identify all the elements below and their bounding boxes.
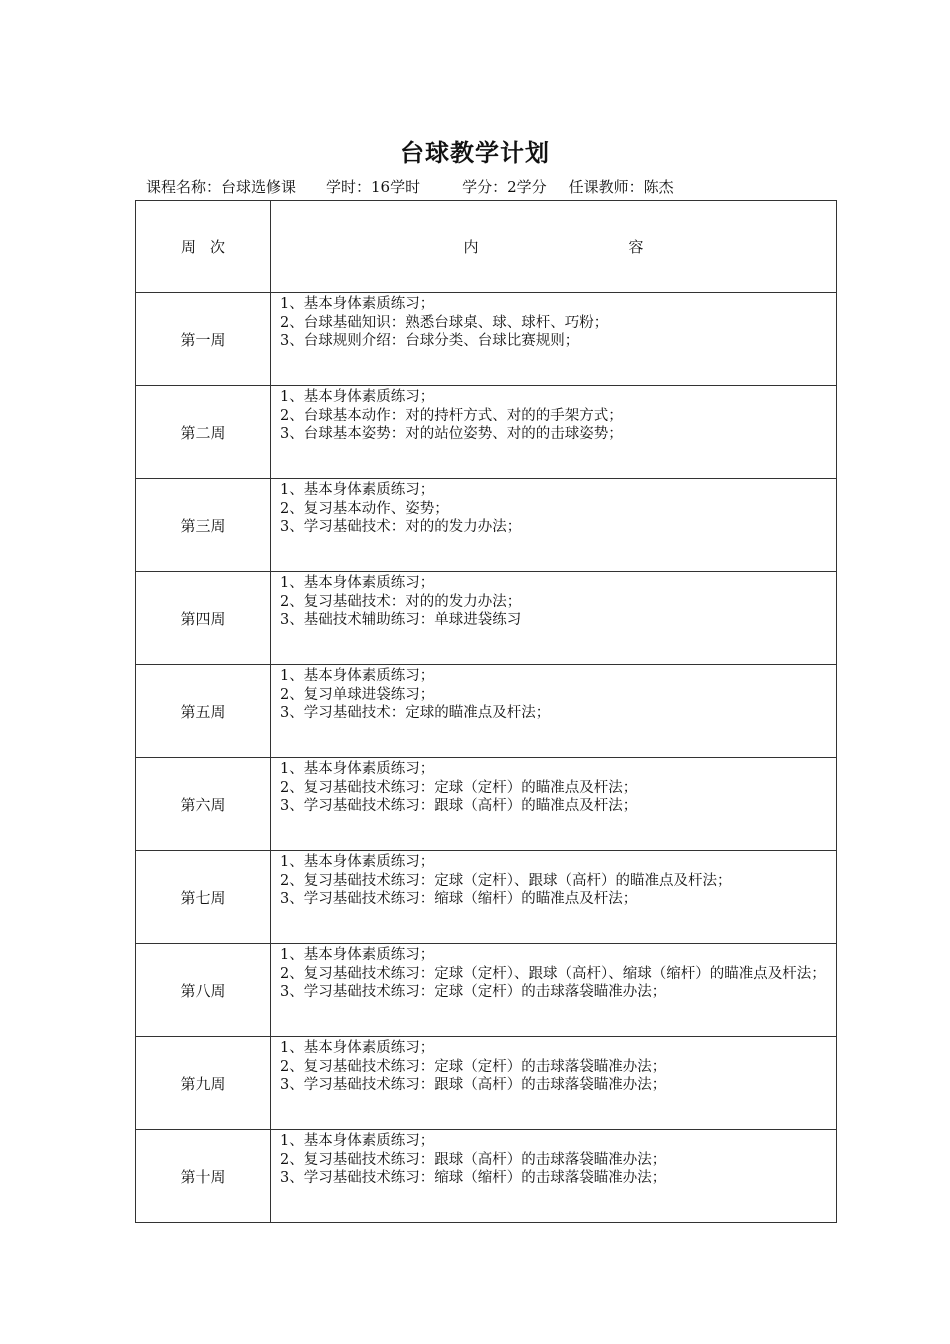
course-teacher: 任课教师：陈杰 (568, 178, 674, 196)
content-line: 3、台球规则介绍：台球分类、台球比赛规则； (280, 333, 580, 349)
week-content (271, 851, 837, 944)
content-header-a: 内 (463, 238, 479, 256)
week-content (271, 1037, 837, 1130)
course-hours: 学时：16学时 (326, 178, 421, 196)
content-header-b: 容 (628, 238, 644, 256)
week-content (271, 1130, 837, 1223)
content-line: 3、学习基础技术练习：缩球（缩杆）的瞄准点及杆法； (280, 891, 638, 907)
week-header-b: 次 (210, 238, 226, 256)
content-line: 2、复习基础技术练习：定球（定杆）的瞄准点及杆法； (280, 779, 638, 796)
content-line: 1、基本身体素质练习； (280, 575, 435, 591)
course-name: 课程名称：台球选修课 (146, 178, 297, 196)
page-title: 台球教学计划 (400, 138, 550, 167)
week-label: 第七周 (136, 851, 271, 944)
table-row (136, 572, 837, 665)
week-content (271, 479, 837, 572)
content-line: 2、复习基本动作、姿势； (280, 500, 449, 517)
table-row (136, 293, 837, 386)
content-line: 1、基本身体素质练习； (280, 761, 435, 777)
content-line: 2、复习基础技术：对的的发力办法； (280, 593, 522, 610)
table-row (136, 1130, 837, 1223)
content-line: 3、学习基础技术练习：跟球（高杆）的击球落袋瞄准办法； (280, 1077, 667, 1093)
week-label: 第五周 (136, 665, 271, 758)
week-label: 第三周 (136, 479, 271, 572)
content-line: 3、学习基础技术：对的的发力办法； (280, 519, 522, 535)
week-label: 第八周 (136, 944, 271, 1037)
week-label: 第一周 (136, 293, 271, 386)
content-line: 1、基本身体素质练习； (280, 854, 435, 870)
content-line: 1、基本身体素质练习； (280, 668, 435, 684)
content-line: 2、复习基础技术练习：跟球（高杆）的击球落袋瞄准办法； (280, 1151, 667, 1168)
week-content (271, 386, 837, 479)
table-row (136, 758, 837, 851)
content-line: 1、基本身体素质练习； (280, 947, 435, 963)
table-row (136, 851, 837, 944)
content-line: 3、学习基础技术练习：缩球（缩杆）的击球落袋瞄准办法； (280, 1170, 667, 1186)
content-line: 1、基本身体素质练习； (280, 1040, 435, 1056)
table-header-row (136, 201, 837, 293)
week-label: 第十周 (136, 1130, 271, 1223)
content-line: 2、台球基础知识：熟悉台球桌、球、球杆、巧粉； (280, 314, 609, 331)
content-line: 2、复习单球进袋练习； (280, 686, 435, 703)
content-line: 2、台球基本动作：对的持杆方式、对的的手架方式； (280, 407, 623, 424)
table-row (136, 479, 837, 572)
table-row (136, 665, 837, 758)
course-info (146, 176, 674, 197)
week-content (271, 572, 837, 665)
table-row (136, 1037, 837, 1130)
content-header (271, 201, 837, 293)
week-content (271, 944, 837, 1037)
week-label: 第四周 (136, 572, 271, 665)
content-line: 1、基本身体素质练习； (280, 482, 435, 498)
week-label: 第九周 (136, 1037, 271, 1130)
table-row (136, 944, 837, 1037)
content-line: 3、台球基本姿势：对的站位姿势、对的的击球姿势； (280, 426, 623, 442)
content-line: 1、基本身体素质练习； (280, 389, 435, 405)
content-line: 2、复习基础技术练习：定球（定杆）的击球落袋瞄准办法； (280, 1058, 667, 1075)
week-content (271, 758, 837, 851)
week-label: 第二周 (136, 386, 271, 479)
course-credits: 学分：2学分 (462, 178, 547, 196)
week-content (271, 293, 837, 386)
content-line: 1、基本身体素质练习； (280, 1133, 435, 1149)
content-line: 3、学习基础技术练习：跟球（高杆）的瞄准点及杆法； (280, 798, 638, 814)
plan-table (135, 200, 837, 1223)
week-header-a: 周 (180, 238, 196, 256)
table-row (136, 386, 837, 479)
content-line: 2、复习基础技术练习：定球（定杆）、跟球（高杆）的瞄准点及杆法； (280, 872, 732, 889)
content-line: 3、学习基础技术练习：定球（定杆）的击球落袋瞄准办法； (280, 984, 667, 1000)
content-line: 3、基础技术辅助练习：单球进袋练习 (280, 612, 522, 628)
week-header (136, 201, 271, 293)
week-label: 第六周 (136, 758, 271, 851)
content-line: 3、学习基础技术：定球的瞄准点及杆法； (280, 705, 551, 721)
content-line: 1、基本身体素质练习； (280, 296, 435, 312)
week-content (271, 665, 837, 758)
content-line: 2、复习基础技术练习：定球（定杆）、跟球（高杆）、缩球（缩杆）的瞄准点及杆法； (280, 965, 826, 982)
